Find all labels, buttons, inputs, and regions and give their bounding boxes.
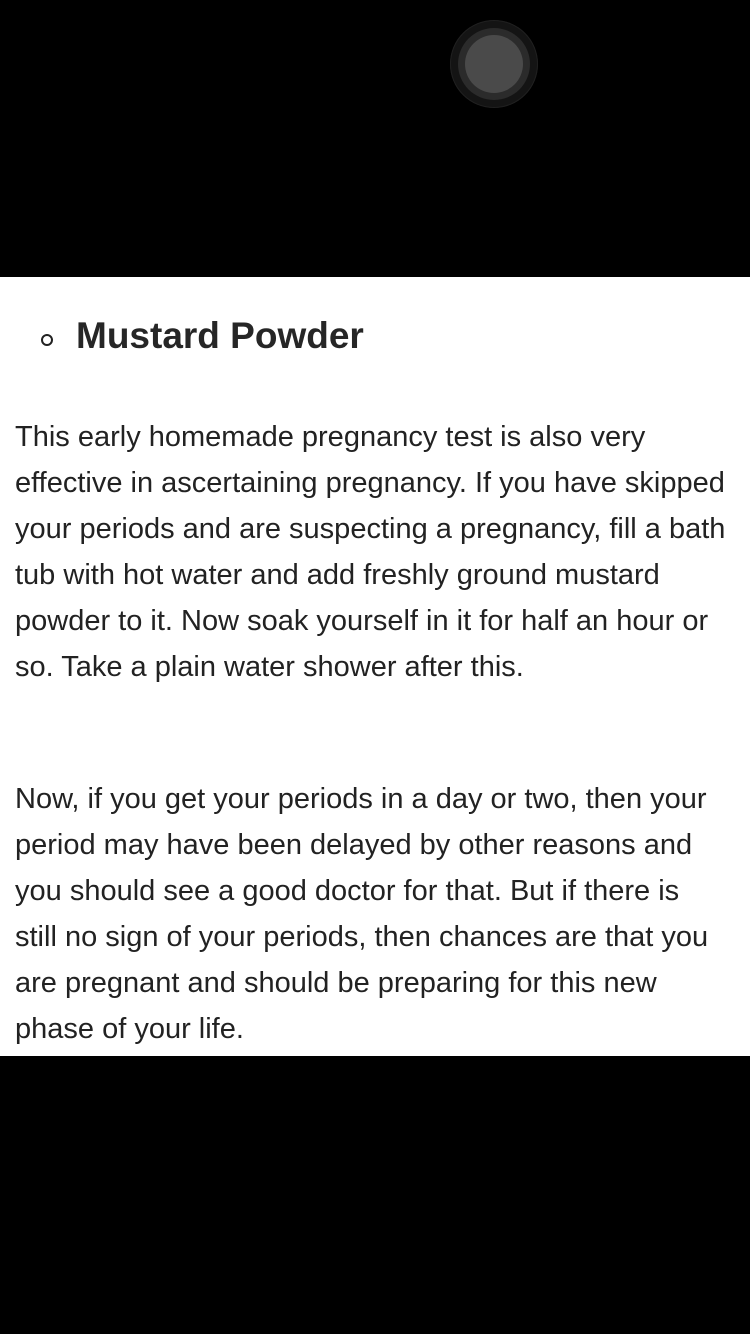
paragraph-1: This early homemade pregnancy test is also very effective in ascertaining pregnancy. If you have skipped your periods and are suspecting a pregnancy, fill a bath tub with hot water and add freshly ground mustard powder to it. Now soak yourself in it for half an hour or so. Take a plain water shower after this. xyxy=(15,421,726,683)
assistive-touch-core xyxy=(465,35,523,93)
article-content xyxy=(0,277,750,1056)
heading-row xyxy=(0,313,750,363)
bottom-black-area xyxy=(0,1056,750,1334)
hollow-circle-bullet-icon xyxy=(41,334,53,346)
section-heading: Mustard Powder xyxy=(76,315,364,356)
paragraph-2: Now, if you get your periods in a day or two, then your period may have been delayed by other reasons and you should see a good doctor for that. But if there is still no sign of your periods, then chances are that you are pregnant and should be preparing for this new phase of your life. xyxy=(15,783,709,1045)
top-black-area xyxy=(0,0,750,277)
assistive-touch-icon[interactable] xyxy=(450,20,538,108)
assistive-touch-ring xyxy=(458,28,530,100)
